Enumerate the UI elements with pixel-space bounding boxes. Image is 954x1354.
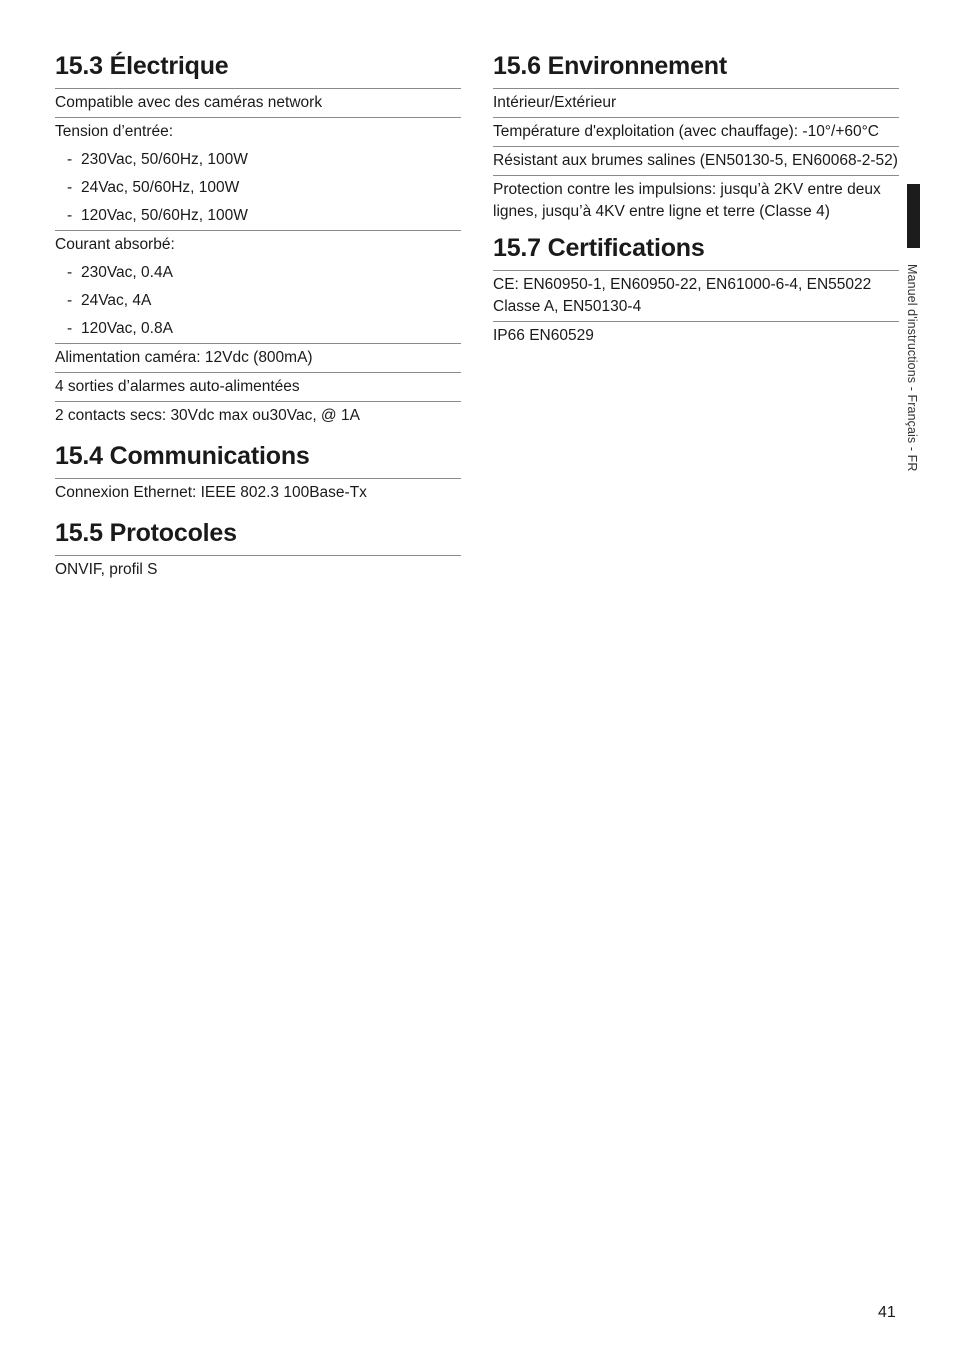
list-item: - 24Vac, 50/60Hz, 100W [55, 177, 461, 199]
list-dash: - [67, 264, 73, 281]
section-title: 15.5 Protocoles [55, 519, 237, 547]
spec-row-impulsions: Protection contre les impulsions: jusqu’à 2KV entre deux lignes, jusqu’à 4KV entre ligne et terre (Classe 4) [493, 181, 881, 220]
spec-row-tension [55, 118, 461, 231]
spec-row-interieur: Intérieur/Extérieur [493, 89, 899, 118]
section-electrique [55, 50, 461, 430]
section-protocoles [55, 517, 461, 584]
section-certifications [493, 232, 899, 350]
spec-row-compatible: Compatible avec des caméras network [55, 89, 461, 118]
spec-row-onvif: ONVIF, profil S [55, 561, 158, 578]
section-environnement [493, 50, 899, 226]
spec-row-brumes: Résistant aux brumes salines (EN50130-5, EN60068-2-52) [493, 147, 899, 176]
list-dash: - [67, 320, 73, 337]
spec-table [493, 270, 899, 350]
spec-row-temperature: Température d'exploitation (avec chauffage): -10°/+60°C [493, 118, 899, 147]
section-title: 15.3 Électrique [55, 52, 229, 80]
spec-table [55, 555, 461, 584]
list-item: - 120Vac, 0.8A [55, 318, 461, 340]
list-item: - 24Vac, 4A [55, 290, 461, 312]
spec-label: Tension d’entrée: [55, 123, 174, 140]
spec-row-ce: CE: EN60950-1, EN60950-22, EN61000-6-4, EN55022 Classe A, EN50130-4 [493, 271, 899, 322]
list-dash: - [67, 151, 73, 168]
list-dash: - [67, 207, 73, 224]
section-title: 15.7 Certifications [493, 234, 705, 262]
list-item: - 230Vac, 0.4A [55, 262, 461, 284]
left-column [55, 50, 461, 590]
list-item: - 230Vac, 50/60Hz, 100W [55, 149, 461, 171]
spec-table [493, 88, 899, 226]
sidebar-label: Manuel d'instructions - Français - FR [905, 264, 919, 472]
right-column [493, 50, 899, 356]
spec-row-ip66: IP66 EN60529 [493, 327, 594, 344]
section-title: 15.6 Environnement [493, 52, 727, 80]
spec-table [55, 478, 461, 507]
spec-table [55, 88, 461, 430]
spec-row-contacts: 2 contacts secs: 30Vdc max ou30Vac, @ 1A [55, 407, 360, 424]
spec-label: Courant absorbé: [55, 236, 175, 253]
list-dash: - [67, 179, 73, 196]
spec-row-sorties: 4 sorties d’alarmes auto-alimentées [55, 373, 461, 402]
chapter-tab-marker [907, 184, 920, 248]
spec-row-alimentation: Alimentation caméra: 12Vdc (800mA) [55, 344, 461, 373]
section-title: 15.4 Communications [55, 442, 310, 470]
page-number: 41 [878, 1304, 896, 1321]
list-item: - 120Vac, 50/60Hz, 100W [55, 205, 461, 227]
spec-row-courant [55, 231, 461, 344]
section-communications [55, 440, 461, 507]
spec-row-ethernet: Connexion Ethernet: IEEE 802.3 100Base-Tx [55, 484, 367, 501]
list-dash: - [67, 292, 73, 309]
